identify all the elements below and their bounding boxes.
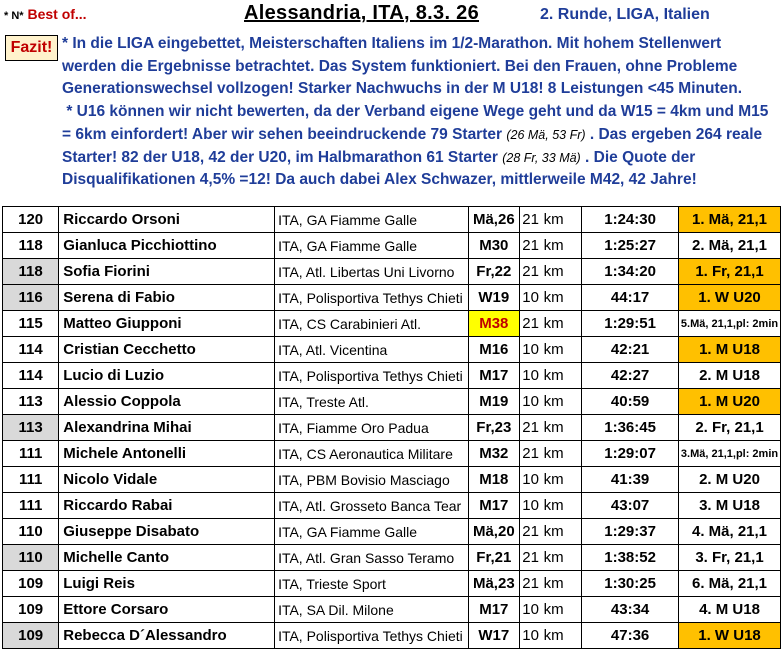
header <box>0 0 781 206</box>
club-cell: ITA, Polisportiva Tethys Chieti <box>275 623 469 649</box>
table-row <box>3 389 781 415</box>
athlete-name-cell: Luigi Reis <box>59 571 275 597</box>
table-row <box>3 363 781 389</box>
athlete-name-cell: Riccardo Orsoni <box>59 207 275 233</box>
distance-cell: 21 <box>519 545 541 571</box>
distance-cell: 10 <box>519 623 541 649</box>
time-cell: 47:36 <box>582 623 679 649</box>
category-cell: M16 <box>468 337 519 363</box>
athlete-name-cell: Lucio di Luzio <box>59 363 275 389</box>
points-cell: 118 <box>3 259 59 285</box>
athlete-name-cell: Ettore Corsaro <box>59 597 275 623</box>
category-cell: W19 <box>468 285 519 311</box>
points-cell: 111 <box>3 467 59 493</box>
time-cell: 1:29:07 <box>582 441 679 467</box>
category-cell: Fr,21 <box>468 545 519 571</box>
distance-cell: 10 <box>519 597 541 623</box>
rank-cell: 5.Mä, 21,1,pl: 2min <box>679 311 781 337</box>
rank-cell: 3. M U18 <box>679 493 781 519</box>
time-cell: 43:07 <box>582 493 679 519</box>
table-row <box>3 545 781 571</box>
points-cell: 111 <box>3 441 59 467</box>
distance-cell: 10 <box>519 337 541 363</box>
distance-cell: 10 <box>519 389 541 415</box>
unit-cell: km <box>542 545 582 571</box>
category-cell: Mä,26 <box>468 207 519 233</box>
club-cell: ITA, Atl. Vicentina <box>275 337 469 363</box>
fazit-badge: Fazit! <box>5 35 58 61</box>
unit-cell: km <box>542 519 582 545</box>
distance-cell: 21 <box>519 233 541 259</box>
club-cell: ITA, SA Dil. Milone <box>275 597 469 623</box>
club-cell: ITA, Atl. Libertas Uni Livorno <box>275 259 469 285</box>
unit-cell: km <box>542 311 582 337</box>
unit-cell: km <box>542 259 582 285</box>
category-cell: M17 <box>468 493 519 519</box>
category-cell: M19 <box>468 389 519 415</box>
category-cell: M17 <box>468 597 519 623</box>
club-cell: ITA, Atl. Grosseto Banca Tear <box>275 493 469 519</box>
category-cell: W17 <box>468 623 519 649</box>
rank-cell: 4. M U18 <box>679 597 781 623</box>
best-of-label <box>4 6 87 22</box>
table-row <box>3 623 781 649</box>
distance-cell: 21 <box>519 519 541 545</box>
unit-cell: km <box>542 441 582 467</box>
club-cell: ITA, Trieste Sport <box>275 571 469 597</box>
points-cell: 118 <box>3 233 59 259</box>
distance-cell: 10 <box>519 363 541 389</box>
points-cell: 114 <box>3 363 59 389</box>
unit-cell: km <box>542 571 582 597</box>
athlete-name-cell: Rebecca D´Alessandro <box>59 623 275 649</box>
table-row <box>3 285 781 311</box>
time-cell: 1:29:51 <box>582 311 679 337</box>
rank-cell: 1. M U18 <box>679 337 781 363</box>
rank-cell: 1. W U20 <box>679 285 781 311</box>
rank-cell: 6. Mä, 21,1 <box>679 571 781 597</box>
table-row <box>3 467 781 493</box>
time-cell: 1:24:30 <box>582 207 679 233</box>
points-cell: 109 <box>3 597 59 623</box>
table-row <box>3 441 781 467</box>
points-cell: 116 <box>3 285 59 311</box>
note-text-3: . Die Quote der Disqualifikationen 4,5% =12! Da auch dabei Alex Schwazer, mittlerweile M42, 42 Jahre! <box>62 148 700 189</box>
distance-cell: 10 <box>519 285 541 311</box>
athlete-name-cell: Michelle Canto <box>59 545 275 571</box>
club-cell: ITA, Treste Atl. <box>275 389 469 415</box>
points-cell: 110 <box>3 519 59 545</box>
time-cell: 1:25:27 <box>582 233 679 259</box>
rank-cell: 1. Fr, 21,1 <box>679 259 781 285</box>
table-row <box>3 311 781 337</box>
unit-cell: km <box>542 207 582 233</box>
table-row <box>3 415 781 441</box>
points-cell: 111 <box>3 493 59 519</box>
category-cell: M17 <box>468 363 519 389</box>
time-cell: 44:17 <box>582 285 679 311</box>
time-cell: 1:29:37 <box>582 519 679 545</box>
rank-cell: 1. M U20 <box>679 389 781 415</box>
category-cell: Mä,23 <box>468 571 519 597</box>
club-cell: ITA, Atl. Gran Sasso Teramo <box>275 545 469 571</box>
points-cell: 109 <box>3 623 59 649</box>
club-cell: ITA, CS Carabinieri Atl. <box>275 311 469 337</box>
athlete-name-cell: Giuseppe Disabato <box>59 519 275 545</box>
rank-cell: 3.Mä, 21,1,pl: 2min <box>679 441 781 467</box>
points-cell: 120 <box>3 207 59 233</box>
athlete-name-cell: Nicolo Vidale <box>59 467 275 493</box>
rank-cell: 1. W U18 <box>679 623 781 649</box>
athlete-name-cell: Cristian Cecchetto <box>59 337 275 363</box>
results-body <box>3 207 781 649</box>
athlete-name-cell: Sofia Fiorini <box>59 259 275 285</box>
distance-cell: 10 <box>519 493 541 519</box>
table-row <box>3 233 781 259</box>
time-cell: 1:30:25 <box>582 571 679 597</box>
points-cell: 114 <box>3 337 59 363</box>
distance-cell: 21 <box>519 259 541 285</box>
club-cell: ITA, CS Aeronautica Militare <box>275 441 469 467</box>
time-cell: 42:21 <box>582 337 679 363</box>
rank-cell: 2. Fr, 21,1 <box>679 415 781 441</box>
table-row <box>3 493 781 519</box>
table-row <box>3 337 781 363</box>
category-cell: M38 <box>468 311 519 337</box>
club-cell: ITA, GA Fiamme Galle <box>275 207 469 233</box>
points-cell: 110 <box>3 545 59 571</box>
athlete-name-cell: Gianluca Picchiottino <box>59 233 275 259</box>
time-cell: 40:59 <box>582 389 679 415</box>
distance-cell: 21 <box>519 311 541 337</box>
distance-cell: 21 <box>519 207 541 233</box>
category-cell: Fr,22 <box>468 259 519 285</box>
best-text: Best of... <box>27 6 87 22</box>
page-subtitle: 2. Runde, LIGA, Italien <box>540 6 710 23</box>
summary-note <box>62 33 778 192</box>
unit-cell: km <box>542 363 582 389</box>
page-title: Alessandria, ITA, 8.3. 26 <box>244 2 480 24</box>
club-cell: ITA, Polisportiva Tethys Chieti <box>275 285 469 311</box>
club-cell: ITA, GA Fiamme Galle <box>275 233 469 259</box>
distance-cell: 21 <box>519 571 541 597</box>
club-cell: ITA, GA Fiamme Galle <box>275 519 469 545</box>
unit-cell: km <box>542 337 582 363</box>
table-row <box>3 571 781 597</box>
unit-cell: km <box>542 623 582 649</box>
category-cell: M32 <box>468 441 519 467</box>
table-row <box>3 259 781 285</box>
points-cell: 113 <box>3 389 59 415</box>
table-row <box>3 519 781 545</box>
rank-cell: 3. Fr, 21,1 <box>679 545 781 571</box>
best-prefix: * N* <box>4 10 24 22</box>
time-cell: 43:34 <box>582 597 679 623</box>
category-cell: Fr,23 <box>468 415 519 441</box>
rank-cell: 2. M U20 <box>679 467 781 493</box>
distance-cell: 21 <box>519 415 541 441</box>
category-cell: Mä,20 <box>468 519 519 545</box>
club-cell: ITA, PBM Bovisio Masciago <box>275 467 469 493</box>
results-table <box>2 206 781 649</box>
club-cell: ITA, Fiamme Oro Padua <box>275 415 469 441</box>
points-cell: 113 <box>3 415 59 441</box>
rank-cell: 2. Mä, 21,1 <box>679 233 781 259</box>
category-cell: M18 <box>468 467 519 493</box>
time-cell: 41:39 <box>582 467 679 493</box>
time-cell: 1:34:20 <box>582 259 679 285</box>
rank-cell: 4. Mä, 21,1 <box>679 519 781 545</box>
rank-cell: 1. Mä, 21,1 <box>679 207 781 233</box>
note-small-1: (26 Mä, 53 Fr) <box>506 127 586 142</box>
athlete-name-cell: Alessio Coppola <box>59 389 275 415</box>
points-cell: 115 <box>3 311 59 337</box>
table-row <box>3 597 781 623</box>
athlete-name-cell: Serena di Fabio <box>59 285 275 311</box>
note-text-2: . Das ergeben 264 reale Starter! 82 der U18, 42 der U20, im Halbmarathon 61 Starter <box>62 125 767 166</box>
unit-cell: km <box>542 389 582 415</box>
athlete-name-cell: Matteo Giupponi <box>59 311 275 337</box>
athlete-name-cell: Alexandrina Mihai <box>59 415 275 441</box>
unit-cell: km <box>542 467 582 493</box>
distance-cell: 10 <box>519 467 541 493</box>
time-cell: 1:36:45 <box>582 415 679 441</box>
unit-cell: km <box>542 597 582 623</box>
club-cell: ITA, Polisportiva Tethys Chieti <box>275 363 469 389</box>
note-small-2: (28 Fr, 33 Mä) <box>502 150 581 165</box>
rank-cell: 2. M U18 <box>679 363 781 389</box>
athlete-name-cell: Riccardo Rabai <box>59 493 275 519</box>
points-cell: 109 <box>3 571 59 597</box>
unit-cell: km <box>542 415 582 441</box>
time-cell: 1:38:52 <box>582 545 679 571</box>
category-cell: M30 <box>468 233 519 259</box>
athlete-name-cell: Michele Antonelli <box>59 441 275 467</box>
table-row <box>3 207 781 233</box>
time-cell: 42:27 <box>582 363 679 389</box>
distance-cell: 21 <box>519 441 541 467</box>
unit-cell: km <box>542 233 582 259</box>
unit-cell: km <box>542 285 582 311</box>
unit-cell: km <box>542 493 582 519</box>
note-text-1: * In die LIGA eingebettet, Meisterschaften Italiens im 1/2-Marathon. Mit hohem Stellenwert werden die Ergebnisse betrachtet. Das System funktioniert. Bei den Frauen, ohne Probleme Generationswechsel vollzogen! Starker Nachwuchs in der M U18! 8 Leistungen <45 Minuten. * U16 können wir nicht bewerten, da der Verband eigene Wege geht und da W15 = 4km und M15 = 6km einfordert! Aber wir sehen beeindruckende 79 Starter <box>62 35 769 143</box>
